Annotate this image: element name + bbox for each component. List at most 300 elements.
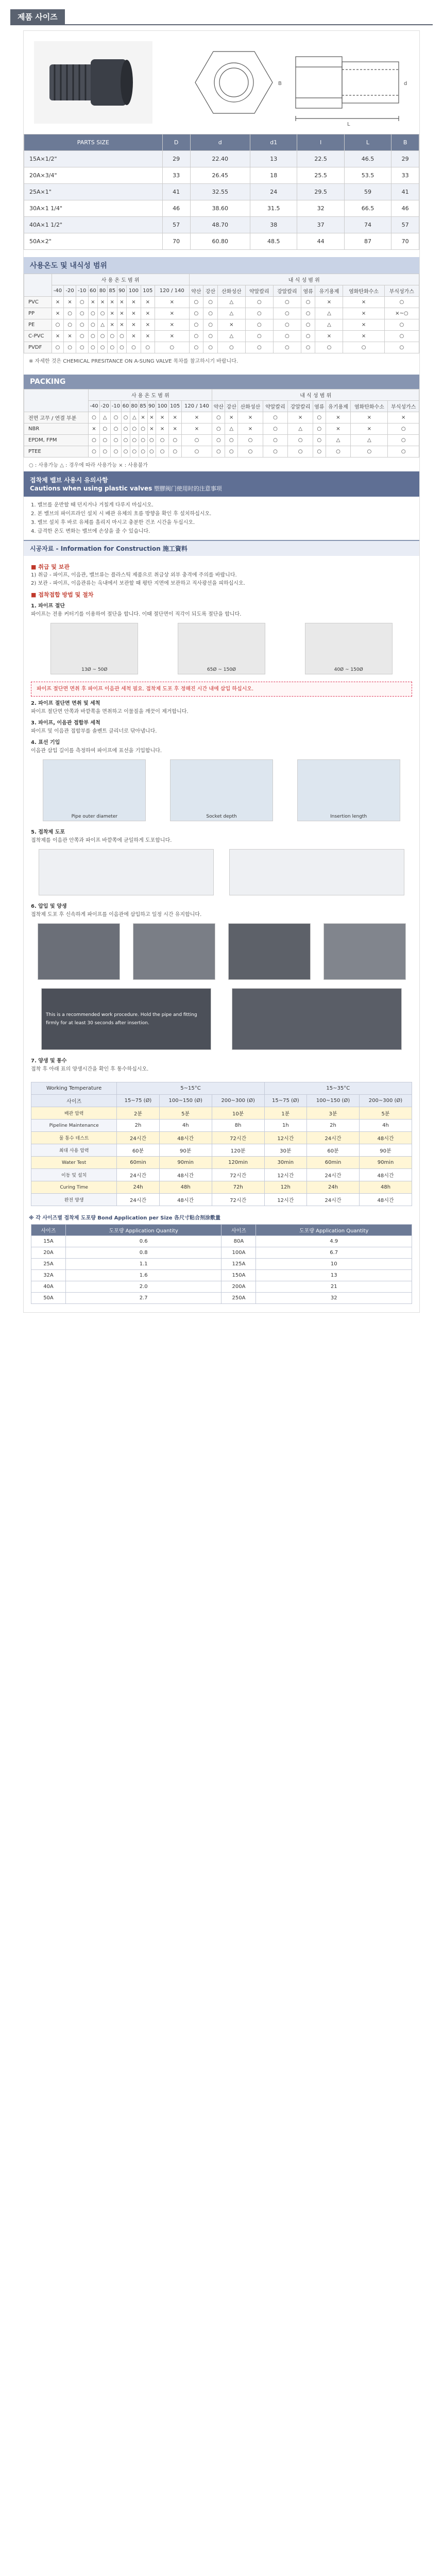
chem-header-cell: 염류 (301, 285, 315, 297)
cut-text: 파이프는 전용 커터기를 이용하여 절단을 합니다. 이때 절단면이 직각이 되도록 절단을 합니다. (31, 612, 242, 617)
rating-cell: ○ (273, 319, 301, 331)
caution-item: 3. 밸브 설치 후 바로 유체를 흘리지 마시고 충분한 건조 시간을 두십시오. (31, 520, 195, 526)
chem-header-cell: 강알칼리 (273, 285, 301, 297)
rating-cell: ○ (64, 342, 76, 353)
table-row (31, 1169, 412, 1181)
app-cell: 13 (256, 1270, 412, 1281)
size-cell: 37 (297, 217, 344, 233)
temp-header-cell: 60 (122, 401, 130, 412)
rating-cell: ○ (122, 435, 130, 446)
rating-cell: ○ (288, 435, 313, 446)
warning-box: 파이프 절단면 면취 후 파이프 이음관 세척 필요. 접착제 도포 후 정해진 시간 내에 삽입 하십시오. (31, 682, 412, 697)
row-label: 전면 고무 / 연결 부분 (24, 412, 89, 423)
construction-block (24, 556, 419, 1078)
rating-cell: ○ (110, 446, 121, 457)
cure-cell: 4h (159, 1120, 212, 1132)
rating-cell: ○ (110, 435, 121, 446)
table-row (24, 184, 419, 200)
app-cell: 6.7 (256, 1247, 412, 1259)
app-cell: 250A (222, 1293, 256, 1304)
size-cell: 22.40 (190, 151, 250, 167)
table-row (24, 446, 419, 457)
rating-cell: × (107, 297, 117, 308)
rating-cell: ○ (88, 308, 98, 319)
rating-cell: △ (217, 297, 245, 308)
rating-cell: △ (326, 435, 351, 446)
size-cell: 46.5 (344, 151, 391, 167)
rating-cell: × (217, 319, 245, 331)
table-row (24, 167, 419, 184)
rating-cell: × (141, 297, 155, 308)
rating-cell: ○ (130, 435, 139, 446)
table-row (31, 1259, 412, 1270)
app-cell: 21 (256, 1281, 412, 1293)
size-cell: 46 (391, 200, 419, 217)
cure-cell: 48시간 (159, 1169, 212, 1181)
rating-cell: × (127, 308, 141, 319)
rating-cell: × (117, 319, 127, 331)
table-row (31, 1293, 412, 1304)
chem-header-cell: 약산 (212, 401, 225, 412)
size-cell: 48.5 (250, 233, 297, 250)
cure-temp-label: Working Temperature (31, 1082, 117, 1095)
cure-row-label: Water Test (31, 1157, 117, 1169)
work-photo (323, 923, 406, 980)
app-cell: 4.9 (256, 1236, 412, 1247)
rating-cell: ○ (313, 423, 326, 435)
rating-cell: ○ (64, 308, 76, 319)
size-cell: 40A×1 1/2" (24, 217, 163, 233)
cure-cell: 4h (360, 1120, 412, 1132)
cure-cell: 24시간 (307, 1132, 360, 1144)
temp-header-cell: 80 (98, 285, 108, 297)
cure-cell: 8h (212, 1120, 264, 1132)
size-header-cell: d1 (250, 134, 297, 151)
caution-title-cn: 塑膠阀门使用时的注意事项 (154, 485, 222, 492)
temp-header-cell: 90 (147, 401, 156, 412)
chem-section-title: 사용온도 및 내식성 범위 (24, 257, 419, 274)
size-cell: 29.5 (297, 184, 344, 200)
rating-cell: △ (315, 308, 343, 319)
size-cell: 31.5 (250, 200, 297, 217)
rating-cell: × (64, 331, 76, 342)
rating-cell: ○ (76, 319, 88, 331)
size-cell: 59 (344, 184, 391, 200)
chem-header-cell: 염류 (313, 401, 326, 412)
size-cell: 25A×1" (24, 184, 163, 200)
size-header-cell: l (297, 134, 344, 151)
rating-cell: ○ (263, 446, 288, 457)
rating-cell: ○ (301, 297, 315, 308)
chem-corner (24, 274, 52, 297)
rating-cell: ○ (212, 435, 225, 446)
cure-size-cell: 100~150 (Ø) (307, 1095, 360, 1107)
temp-header-cell: 80 (130, 401, 139, 412)
size-cell: 30A×1 1/4" (24, 200, 163, 217)
table-row (24, 435, 419, 446)
app-header-cell: 도포량 Application Quantity (256, 1225, 412, 1236)
cure-size-cell: 200~300 (Ø) (212, 1095, 264, 1107)
size-cell: 18 (250, 167, 297, 184)
row-label: PVDF (24, 342, 52, 353)
size-cell: 60.80 (190, 233, 250, 250)
temp-header-cell: 90 (117, 285, 127, 297)
table-row (24, 331, 419, 342)
chem-header-cell: 강산 (225, 401, 238, 412)
rating-cell: ○ (89, 435, 99, 446)
socket-diagram (170, 759, 273, 821)
size-header-cell: D (162, 134, 190, 151)
rating-cell: × (52, 331, 64, 342)
dimension-diagram (177, 36, 414, 129)
size-cell: 24 (250, 184, 297, 200)
caution-item: 4. 급격한 온도 변화는 밸브에 손상을 줄 수 있습니다. (31, 529, 150, 534)
cure-cell: 3분 (307, 1107, 360, 1120)
dry-heading: 6. 압입 및 양생 (31, 904, 67, 909)
rating-cell: ○ (88, 331, 98, 342)
rating-cell: ○ (130, 446, 139, 457)
cure-cell: 5분 (159, 1107, 212, 1120)
svg-text:L: L (347, 122, 350, 127)
rating-cell: ○ (122, 446, 130, 457)
table-row (31, 1157, 412, 1169)
cure-cell: 5분 (360, 1107, 412, 1120)
size-cell: 33 (391, 167, 419, 184)
rating-cell: ○ (288, 446, 313, 457)
packing-resist-header: 내 식 성 범 위 (212, 389, 419, 401)
rating-cell: ○ (99, 446, 110, 457)
rating-cell: ○ (343, 342, 384, 353)
app-cell: 150A (222, 1270, 256, 1281)
app-cell: 32A (31, 1270, 66, 1281)
rating-cell: × (343, 297, 384, 308)
table-row (31, 1281, 412, 1293)
cure-cell: 12시간 (264, 1194, 306, 1206)
app-cell: 32 (256, 1293, 412, 1304)
rating-cell: ○ (155, 342, 189, 353)
rating-cell: × (155, 319, 189, 331)
rating-cell: ○ (139, 446, 147, 457)
rating-cell: ○ (189, 319, 203, 331)
cure-size-label: 사이즈 (31, 1095, 117, 1107)
chem-header-cell: 산화성산 (238, 401, 263, 412)
chem-header-cell: 유기용제 (326, 401, 351, 412)
cure-temp-b: 15~35°C (264, 1082, 412, 1095)
rating-cell: × (315, 297, 343, 308)
chem-header-cell: 염화탄화수소 (343, 285, 384, 297)
row-label: PE (24, 319, 52, 331)
caution-list (24, 497, 419, 540)
cure-cell: 72h (212, 1181, 264, 1194)
rating-cell: △ (217, 331, 245, 342)
temp-header-cell: 85 (139, 401, 147, 412)
rating-cell: × (52, 297, 64, 308)
info-photo (41, 988, 211, 1050)
rating-cell: ○ (122, 412, 130, 423)
rating-cell: ○ (189, 331, 203, 342)
rating-cell: ○ (212, 446, 225, 457)
cure-cell: 90분 (159, 1144, 212, 1157)
cure-cell: 60분 (307, 1144, 360, 1157)
rating-cell: ○ (181, 446, 212, 457)
rating-cell: ○ (238, 435, 263, 446)
cure-row-label: 물 통수 테스트 (31, 1132, 117, 1144)
temp-header-cell: 105 (168, 401, 181, 412)
info-photo (232, 988, 402, 1050)
cure-cell: 24시간 (307, 1194, 360, 1206)
rating-cell: ○ (89, 446, 99, 457)
rating-cell: × (156, 412, 169, 423)
cure-cell: 48h (360, 1181, 412, 1194)
size-cell: 70 (391, 233, 419, 250)
rating-cell: × (127, 331, 141, 342)
rating-cell: ○ (181, 435, 212, 446)
rating-cell: ○ (263, 412, 288, 423)
rating-cell: × (88, 297, 98, 308)
rating-cell: ○ (76, 308, 88, 319)
rating-cell: △ (315, 319, 343, 331)
rating-cell: ○ (384, 342, 419, 353)
chem-header-cell: 염화탄화수소 (351, 401, 388, 412)
rating-cell: × (343, 331, 384, 342)
temp-header-cell: 100 (127, 285, 141, 297)
size-cell: 46 (162, 200, 190, 217)
table-row (24, 297, 419, 308)
rating-cell: ○ (117, 331, 127, 342)
row-label: PVC (24, 297, 52, 308)
rating-cell: ○ (98, 331, 108, 342)
cure-row-label: Pipeline Maintenance (31, 1120, 117, 1132)
row-label: PTEE (24, 446, 89, 457)
glue-diagram (229, 849, 404, 895)
rating-cell: ○ (147, 435, 156, 446)
size-cell: 41 (162, 184, 190, 200)
rating-cell: ○ (189, 342, 203, 353)
table-row (31, 1144, 412, 1157)
app-header-cell: 사이즈 (31, 1225, 66, 1236)
chem-note: ※ 자세한 것은 CHEMICAL PRESITANCE ON A-SUNG VALVE 목차를 참고하시기 바랍니다. (29, 359, 238, 364)
rating-cell: ○ (273, 331, 301, 342)
chem-header-cell: 약알칼리 (263, 401, 288, 412)
rating-cell: ○ (107, 342, 117, 353)
insertion-diagram (297, 759, 400, 821)
rating-cell: × (155, 308, 189, 319)
app-cell: 200A (222, 1281, 256, 1293)
table-row (31, 1132, 412, 1144)
size-header-cell: PARTS SIZE (24, 134, 163, 151)
cure-cell: 10분 (212, 1107, 264, 1120)
info-box-text: This is a recommended work procedure. Hold the pipe and fitting firmly for at least 30 seconds after insertion. (46, 1012, 197, 1026)
work-photo (228, 923, 311, 980)
rating-cell: ○ (384, 331, 419, 342)
temp-header-cell: -10 (110, 401, 121, 412)
caution-title-en: Cautions when using plastic valves (30, 485, 152, 492)
size-header-cell: B (391, 134, 419, 151)
rating-cell: ○ (245, 342, 273, 353)
rating-cell: × (343, 319, 384, 331)
diagram-label: Insertion length (330, 814, 367, 819)
table-row (24, 200, 419, 217)
rating-cell: ○ (99, 435, 110, 446)
rating-cell: △ (351, 435, 388, 446)
info-photos (31, 984, 412, 1054)
rating-cell: × (225, 412, 238, 423)
table-row (31, 1247, 412, 1259)
size-cell: 38.60 (190, 200, 250, 217)
rating-cell: ○ (203, 331, 218, 342)
size-cell: 25.5 (297, 167, 344, 184)
rating-cell: ○ (168, 435, 181, 446)
cutter-tool-label: 40Ø ~ 150Ø (334, 667, 363, 672)
rating-cell: ○ (98, 308, 108, 319)
cure-table (31, 1082, 412, 1206)
rating-cell: × (127, 319, 141, 331)
rating-cell: ○ (189, 308, 203, 319)
table-row (31, 1236, 412, 1247)
glue-heading: 5. 접착제 도포 (31, 829, 65, 835)
rating-cell: × (238, 412, 263, 423)
size-cell: 32 (297, 200, 344, 217)
diagram-label: Socket depth (206, 814, 237, 819)
cure-cell: 1분 (264, 1107, 306, 1120)
rating-cell: ○ (301, 331, 315, 342)
cure-cell: 90min (159, 1157, 212, 1169)
rating-cell: × (89, 423, 99, 435)
chem-header-cell: 강알칼리 (288, 401, 313, 412)
rating-cell: ○ (217, 342, 245, 353)
cure-cell: 24시간 (117, 1132, 159, 1144)
size-cell: 87 (344, 233, 391, 250)
rating-cell: ○ (203, 319, 218, 331)
storage-text: 1) 취급 - 파이프, 이음관, 밸브류는 플라스틱 제품으로 취급상 외부 충격에 주의를 바랍니다. (31, 572, 237, 578)
app-cell: 0.6 (65, 1236, 222, 1247)
size-cell: 50A×2" (24, 233, 163, 250)
rating-cell: × (238, 423, 263, 435)
clean-text: 파이프 절단면 안쪽과 바깥쪽을 면취하고 이물질을 깨끗이 제거합니다. (31, 709, 189, 715)
rating-cell: × (388, 412, 419, 423)
app-cell: 125A (222, 1259, 256, 1270)
cure-cell: 24시간 (117, 1194, 159, 1206)
app-cell: 1.1 (65, 1259, 222, 1270)
cure-temp-a: 5~15°C (117, 1082, 264, 1095)
rating-cell: ○ (384, 297, 419, 308)
work-photos (31, 919, 412, 984)
cure-cell: 60분 (117, 1144, 159, 1157)
cure-table-wrap (24, 1078, 419, 1210)
method-heading: ■ 접착접합 방법 및 절차 (31, 591, 94, 598)
rating-cell: ○ (313, 435, 326, 446)
cure-cell: 48시간 (159, 1194, 212, 1206)
rating-cell: × (168, 423, 181, 435)
table-row (24, 217, 419, 233)
temp-header-cell: 60 (88, 285, 98, 297)
rating-cell: ○ (263, 435, 288, 446)
rating-cell: × (117, 308, 127, 319)
rating-cell: ○ (52, 342, 64, 353)
temp-header-cell: -10 (76, 285, 88, 297)
packing-table (24, 389, 419, 457)
glue-text: 접착제를 이음관 안쪽과 파이프 바깥쪽에 균일하게 도포합니다. (31, 838, 172, 843)
rating-cell: ○ (139, 435, 147, 446)
row-label: C-PVC (24, 331, 52, 342)
size-cell: 13 (250, 151, 297, 167)
cutter-tool-image (178, 623, 265, 674)
cure-cell: 24h (307, 1181, 360, 1194)
rating-cell: × (326, 423, 351, 435)
size-cell: 44 (297, 233, 344, 250)
storage-heading: ■ 취급 및 보관 (31, 564, 70, 570)
chem-header-cell: 약알칼리 (245, 285, 273, 297)
temp-header-cell: 120 / 140 (181, 401, 212, 412)
size-cell: 33 (162, 167, 190, 184)
size-cell: 57 (391, 217, 419, 233)
temp-header-cell: 100 (156, 401, 169, 412)
table-row (24, 423, 419, 435)
cure-cell: 90분 (360, 1144, 412, 1157)
rating-cell: × (181, 412, 212, 423)
rating-cell: × (52, 308, 64, 319)
insertion-diagrams (31, 755, 412, 825)
cure-size-cell: 15~75 (Ø) (117, 1095, 159, 1107)
table-row (31, 1107, 412, 1120)
rating-cell: × (288, 412, 313, 423)
cutter-tool-image (305, 623, 393, 674)
rating-cell: ○ (238, 446, 263, 457)
rating-cell: ○ (388, 435, 419, 446)
rating-cell: △ (288, 423, 313, 435)
product-spec-document (23, 30, 420, 1313)
packing-corner (24, 389, 89, 412)
rating-cell: ○ (315, 342, 343, 353)
app-cell: 100A (222, 1247, 256, 1259)
size-table (24, 134, 419, 250)
rating-cell: ○ (212, 423, 225, 435)
app-header-cell: 사이즈 (222, 1225, 256, 1236)
rating-cell: ○ (326, 446, 351, 457)
rating-cell: ○ (384, 319, 419, 331)
size-cell: 26.45 (190, 167, 250, 184)
rating-cell: ○ (273, 308, 301, 319)
rating-cell: ○ (89, 412, 99, 423)
rating-cell: ○ (130, 423, 139, 435)
cure-row-label: 이동 및 설치 (31, 1169, 117, 1181)
rating-cell: ○ (64, 319, 76, 331)
rating-cell: ○ (225, 435, 238, 446)
glue-diagram (39, 849, 214, 895)
size-cell: 70 (162, 233, 190, 250)
rating-cell: × (343, 308, 384, 319)
app-cell: 0.8 (65, 1247, 222, 1259)
chem-header-cell: 산화성산 (217, 285, 245, 297)
app-cell: 2.7 (65, 1293, 222, 1304)
row-label: NBR (24, 423, 89, 435)
rating-cell: ○ (156, 435, 169, 446)
table-row (24, 151, 419, 167)
temp-header-cell: -20 (64, 285, 76, 297)
size-header-cell: d (190, 134, 250, 151)
temp-header-cell: -40 (89, 401, 99, 412)
rating-cell: × (98, 297, 108, 308)
rating-cell: △ (225, 423, 238, 435)
rating-cell: ○ (98, 342, 108, 353)
cure-cell: 2h (117, 1120, 159, 1132)
rating-cell: ○ (107, 331, 117, 342)
section-title-product-size: 제품 사이즈 (10, 9, 65, 24)
rating-cell: ○ (76, 331, 88, 342)
caution-title-ko: 접착제 밸브 사용시 유의사항 (30, 477, 108, 484)
cure-cell: 48h (159, 1181, 212, 1194)
glue-images (31, 845, 412, 900)
